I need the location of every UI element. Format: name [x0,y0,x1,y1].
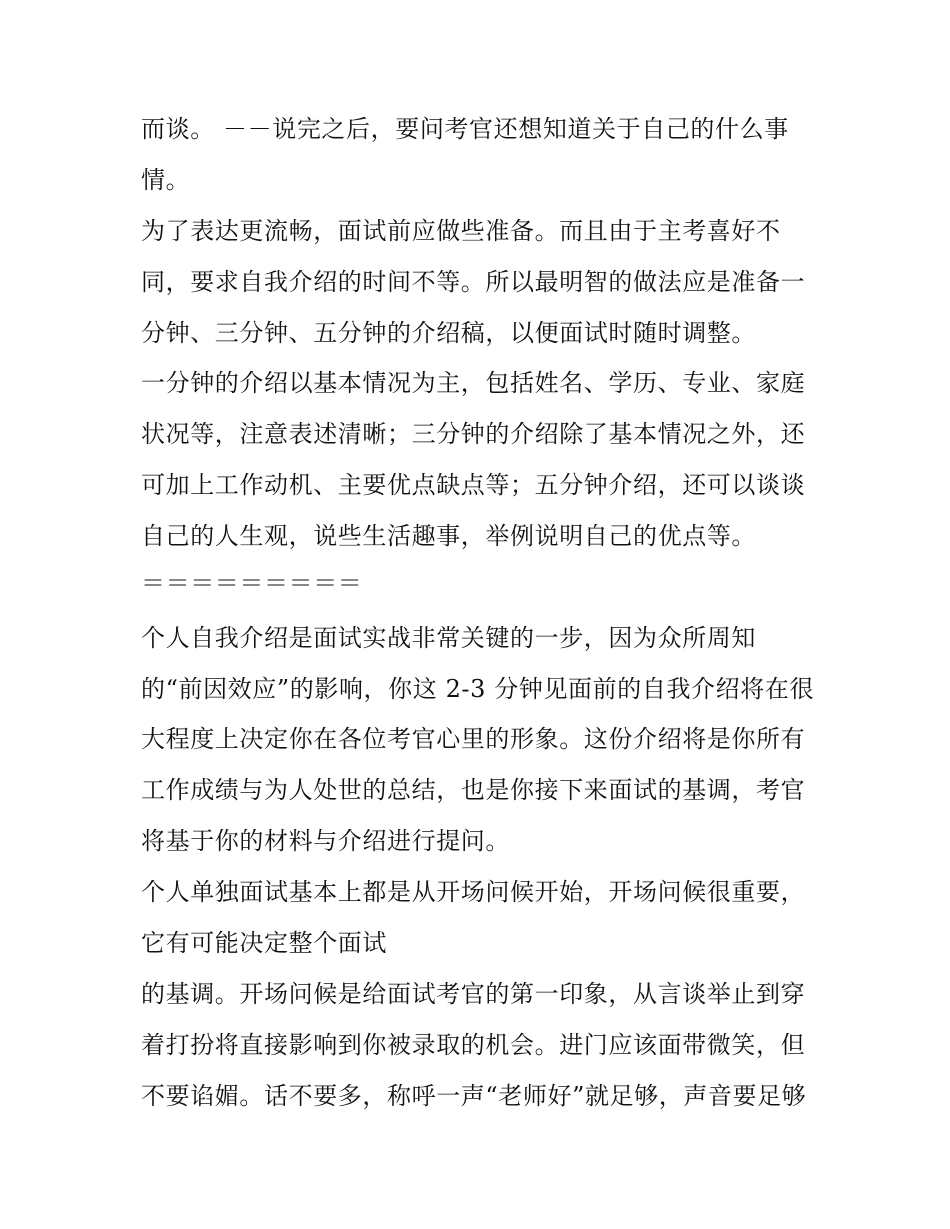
text-line: 的基调。开场问候是给面试考官的第一印象，从言谈举止到穿 [141,980,806,1008]
text-line: 它有可能决定整个面试 [141,929,387,957]
text-line: 情。 [141,166,191,194]
separator-line: ＝＝＝＝＝＝＝＝＝ [141,569,363,597]
text-line: 个人自我介绍是面试实战非常关键的一步，因为众所周知 [141,624,756,652]
text-line: 不要谄媚。话不要多，称呼一声“老师好”就足够，声音要足够 [141,1082,807,1110]
text-line: 而谈。 －－说完之后，要问考官还想知道关于自己的什么事 [141,115,789,143]
text-line: 将基于你的材料与介绍进行提问。 [141,827,510,855]
text-line: 个人单独面试基本上都是从开场问候开始，开场问候很重要， [141,878,806,906]
text-line: 的“前因效应”的影响，你这 2-3 分钟见面前的自我介绍将在很 [141,675,815,703]
text-line: 大程度上决定你在各位考官心里的形象。这份介绍将是你所有 [141,725,806,753]
text-line: 状况等，注意表述清晰；三分钟的介绍除了基本情况之外，还 [141,420,806,448]
text-line: 可加上工作动机、主要优点缺点等；五分钟介绍，还可以谈谈 [141,471,806,499]
text-line: 自己的人生观，说些生活趣事，举例说明自己的优点等。 [141,522,756,550]
text-line: 工作成绩与为人处世的总结，也是你接下来面试的基调，考官 [141,776,806,804]
text-line: 一分钟的介绍以基本情况为主，包括姓名、学历、专业、家庭 [141,369,806,397]
text-line: 着打扮将直接影响到你被录取的机会。进门应该面带微笑，但 [141,1031,806,1059]
text-line: 为了表达更流畅，面试前应做些准备。而且由于主考喜好不 [141,217,781,245]
text-line: 同，要求自我介绍的时间不等。所以最明智的做法应是准备一 [141,268,806,296]
text-line: 分钟、三分钟、五分钟的介绍稿，以便面试时随时调整。 [141,319,756,347]
